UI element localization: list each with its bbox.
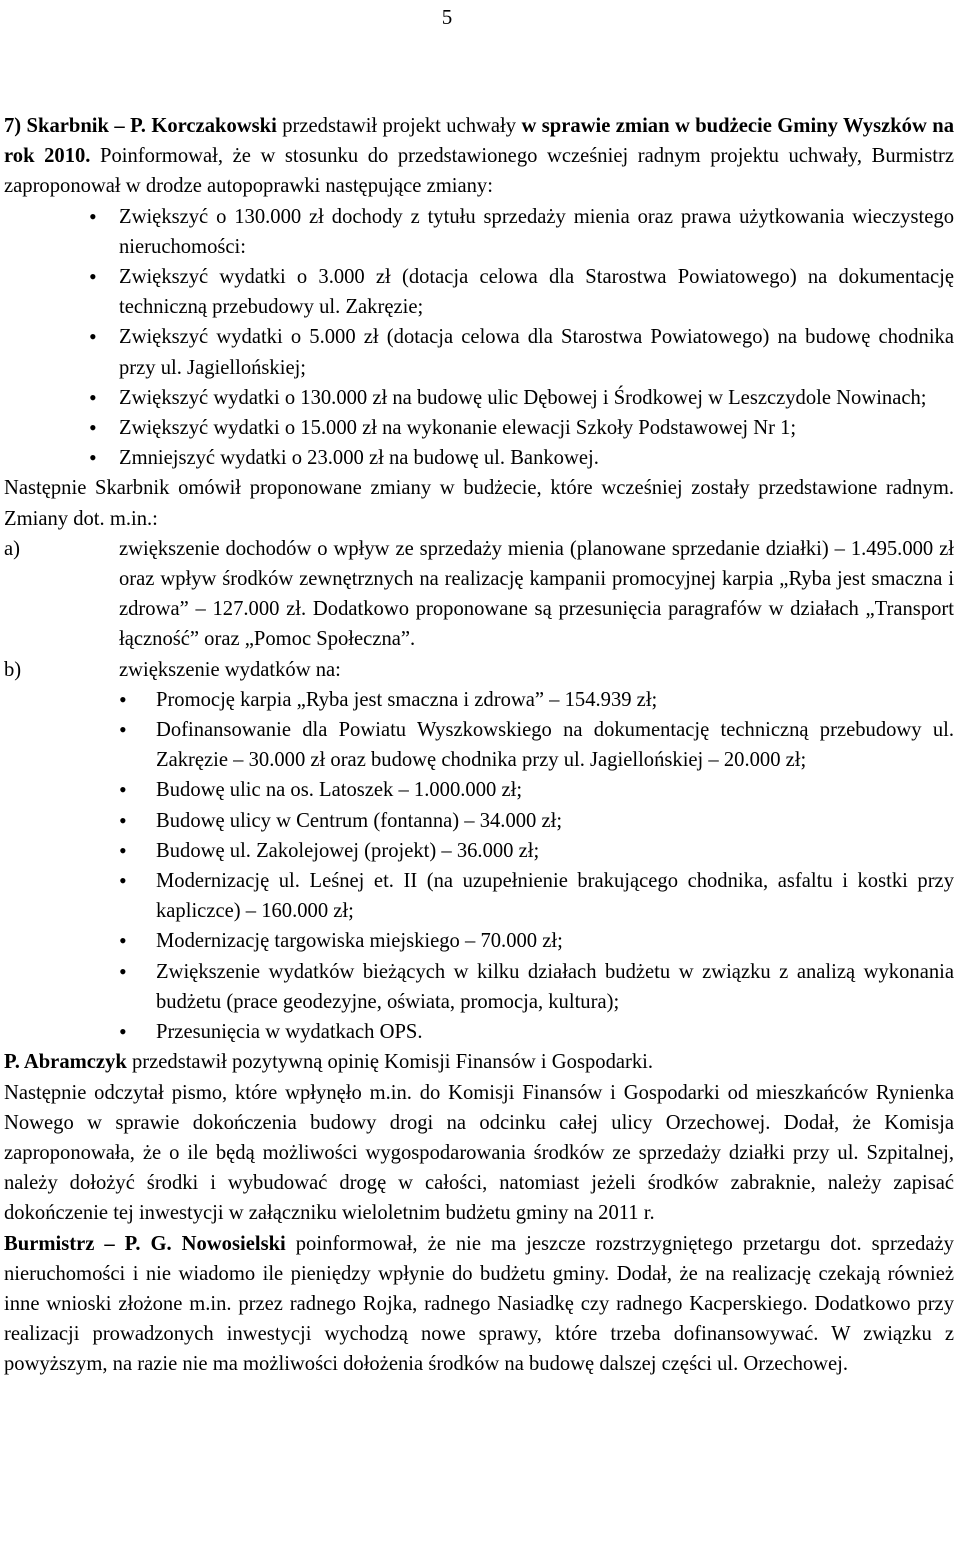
speaker-abramczyk: P. Abramczyk: [4, 1051, 127, 1074]
paragraph-item-7: [4, 111, 954, 202]
list-item: • Budowę ulicy w Centrum (fontanna) – 34.000 zł;: [156, 806, 954, 836]
list-item: • Promocję karpia „Ryba jest smaczna i zdrowa” – 154.939 zł;: [156, 685, 954, 715]
list-item-a: [4, 534, 954, 655]
list-item: • Zwiększyć wydatki o 130.000 zł na budowę ulic Dębowej i Środkowej w Leszczydole Nowinach;: [119, 383, 954, 413]
list-item-text: zwiększenie wydatków na:: [119, 658, 341, 681]
list-item: • Modernizację ul. Leśnej et. II (na uzupełnienie brakującego chodnika, asfaltu i kostki przy kapliczce) – 160.000 zł;: [156, 866, 954, 926]
list-label: a): [4, 537, 20, 560]
paragraph-text: przedstawił pozytywną opinię Komisji Finansów i Gospodarki.: [126, 1051, 654, 1074]
agenda-topic: w sprawie zmian w budżecie Gminy Wyszków na rok 2010.: [4, 115, 954, 168]
list-item-text: zwiększenie dochodów o wpływ ze sprzedaży mienia (planowane sprzedanie działki) – 1.495.000 zł oraz wpływ środków zewnętrznych na realizację kampanii promocyjnej karpia „Ryba jest smaczna i zdrowa” – 127.000 zł. Dodatkowo proponowane są przesunięcia paragrafów w działach „Transport łączność” oraz „Pomoc Społeczna”.: [119, 537, 954, 651]
list-item: • Przesunięcia w wydatkach OPS.: [156, 1017, 954, 1047]
changes-detail-list: [4, 534, 954, 1047]
list-item: • Dofinansowanie dla Powiatu Wyszkowskiego na dokumentację techniczną przebudowy ul. Zakręzie – 30.000 zł oraz budowę chodnika przy ul. Jagiellońskiej – 20.000 zł;: [156, 715, 954, 775]
list-label: b): [4, 658, 22, 681]
document-body: [4, 111, 954, 1380]
speaker-burmistrz: Burmistrz – P. G. Nowosielski: [4, 1232, 286, 1255]
list-item: • Budowę ulic na os. Latoszek – 1.000.000 zł;: [156, 775, 954, 805]
paragraph-nastepnie: Następnie Skarbnik omówił proponowane zmiany w budżecie, które wcześniej zostały przedstawione radnym. Zmiany dot. m.in.:: [4, 477, 954, 530]
page-number: 5: [441, 5, 453, 29]
list-item: • Zwiększyć wydatki o 15.000 zł na wykonanie elewacji Szkoły Podstawowej Nr 1;: [119, 413, 954, 443]
paragraph-abramczyk: [4, 1047, 954, 1077]
list-item: • Modernizację targowiska miejskiego – 70.000 zł;: [156, 926, 954, 956]
list-item-b: [4, 655, 954, 1048]
list-item: • Zwiększyć o 130.000 zł dochody z tytułu sprzedaży mienia oraz prawa użytkowania wieczystego nieruchomości:: [119, 202, 954, 262]
list-item: • Budowę ul. Zakolejowej (projekt) – 36.000 zł;: [156, 836, 954, 866]
paragraph-text: Poinformował, że w stosunku do przedstawionego wcześniej radnym projektu uchwały, Burmistrz zaproponował w drodze autopoprawki następujące zmiany:: [4, 145, 954, 198]
changes-list: [4, 202, 954, 474]
expense-list: [119, 685, 954, 1047]
list-item: • Zwiększyć wydatki o 5.000 zł (dotacja celowa dla Starostwa Powiatowego) na budowę chodnika przy ul. Jagiellońskiej;: [119, 322, 954, 382]
paragraph-text: poinformował, że nie ma jeszcze rozstrzygniętego przetargu dot. sprzedaży nieruchomości i nie wiadomo ile pieniędzy wpłynie do budżetu gminy. Dodał, że na realizację czekają również inne wnioski złożone m.in. przez radnego Rojka, radnego Nasiadkę czy radnego Kacperskiego. Dodatkowo przy realizacji prowadzonych inwestycji wychodzą nowe sprawy, które trzeba dofinansowywać. W związku z powyższym, na razie nie ma możliwości dołożenia środków na budowę dalszej części ul. Orzechowej.: [4, 1232, 954, 1376]
paragraph-pismo: Następnie odczytał pismo, które wpłynęło m.in. do Komisji Finansów i Gospodarki od mieszkańców Rynienka Nowego w sprawie dokończenia budowy drogi na odcinku całej ulicy Orzechowej. Dodał, że Komisja zaproponowała, że o ile będą możliwości wygospodarowania środków ze sprzedaży działki przy ul. Szpitalnej, należy dołożyć środki i wybudować drogę w całości, natomiast jeżeli środków zabraknie, należy zapisać dokończenie tej inwestycji w załączniku wieloletnim budżetu gminy na 2011 r.: [4, 1081, 954, 1225]
paragraph-burmistrz: [4, 1229, 954, 1380]
list-item: • Zwiększenie wydatków bieżących w kilku działach budżetu w związku z analizą wykonania budżetu (prace geodezyjne, oświata, promocja, kultura);: [156, 957, 954, 1017]
list-item: • Zwiększyć wydatki o 3.000 zł (dotacja celowa dla Starostwa Powiatowego) na dokumentację techniczną przebudowy ul. Zakręzie;: [119, 262, 954, 322]
list-item: • Zmniejszyć wydatki o 23.000 zł na budowę ul. Bankowej.: [119, 443, 954, 473]
speaker-skarbnik: 7) Skarbnik – P. Korczakowski: [4, 115, 277, 137]
paragraph-text: przedstawił projekt uchwały: [276, 115, 522, 137]
